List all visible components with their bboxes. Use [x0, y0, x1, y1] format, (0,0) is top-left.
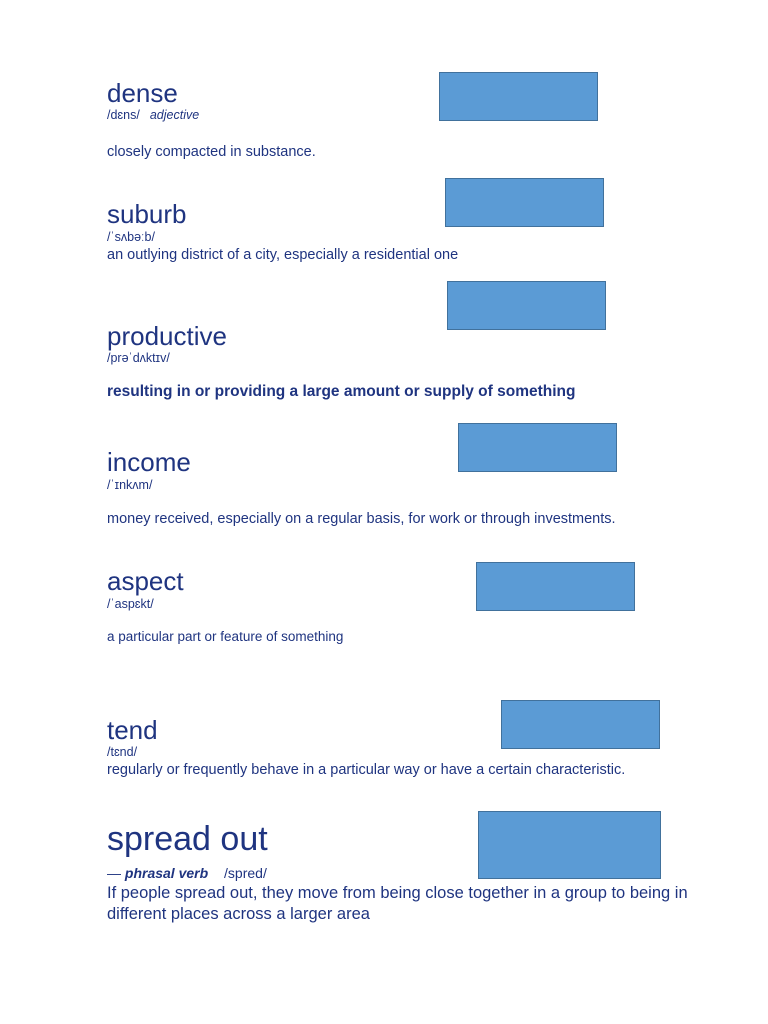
part-of-speech: phrasal verb	[124, 865, 209, 881]
word-income: income	[107, 447, 191, 477]
definition-aspect: a particular part or feature of something	[107, 629, 344, 644]
word-productive: productive	[107, 321, 227, 351]
definition-spread-out: If people spread out, they move from being close together in a group to being in different places across a larger area	[107, 884, 688, 923]
picture-placeholder-box	[478, 811, 661, 879]
word-spread-out: spread out	[107, 820, 268, 858]
pronunciation-income: /ˈɪnkʌm/	[107, 478, 153, 492]
em-dash: —	[107, 865, 121, 881]
picture-placeholder-box	[447, 281, 606, 330]
word-suburb: suburb	[107, 199, 187, 229]
picture-placeholder-box	[458, 423, 617, 472]
definition-income: money received, especially on a regular basis, for work or through investments.	[107, 511, 616, 527]
definition-suburb: an outlying district of a city, especially a residential one	[107, 247, 459, 263]
picture-placeholder-box	[445, 178, 604, 227]
word-tend: tend	[107, 715, 158, 745]
pronunciation-dense	[107, 108, 199, 123]
pronunciation-text: /spred/	[224, 865, 267, 881]
pronunciation-aspect: /ˈaspɛkt/	[107, 597, 154, 611]
word-aspect: aspect	[107, 566, 184, 596]
picture-placeholder-box	[439, 72, 598, 121]
word-dense: dense	[107, 78, 178, 108]
picture-placeholder-box	[476, 562, 635, 611]
pronunciation-suburb: /ˈsʌbəːb/	[107, 230, 155, 244]
picture-placeholder-box	[501, 700, 660, 749]
pronunciation-productive: /prəˈdʌktɪv/	[107, 351, 170, 365]
definition-tend: regularly or frequently behave in a particular way or have a certain characteristic.	[107, 762, 626, 778]
pronunciation-spread-out	[107, 865, 267, 882]
definition-dense: closely compacted in substance.	[107, 144, 316, 160]
definition-productive: resulting in or providing a large amount or supply of something	[107, 383, 576, 400]
pronunciation-tend: /tɛnd/	[107, 745, 138, 759]
part-of-speech: adjective	[149, 108, 200, 122]
pronunciation-text: /dɛns/	[107, 108, 140, 122]
